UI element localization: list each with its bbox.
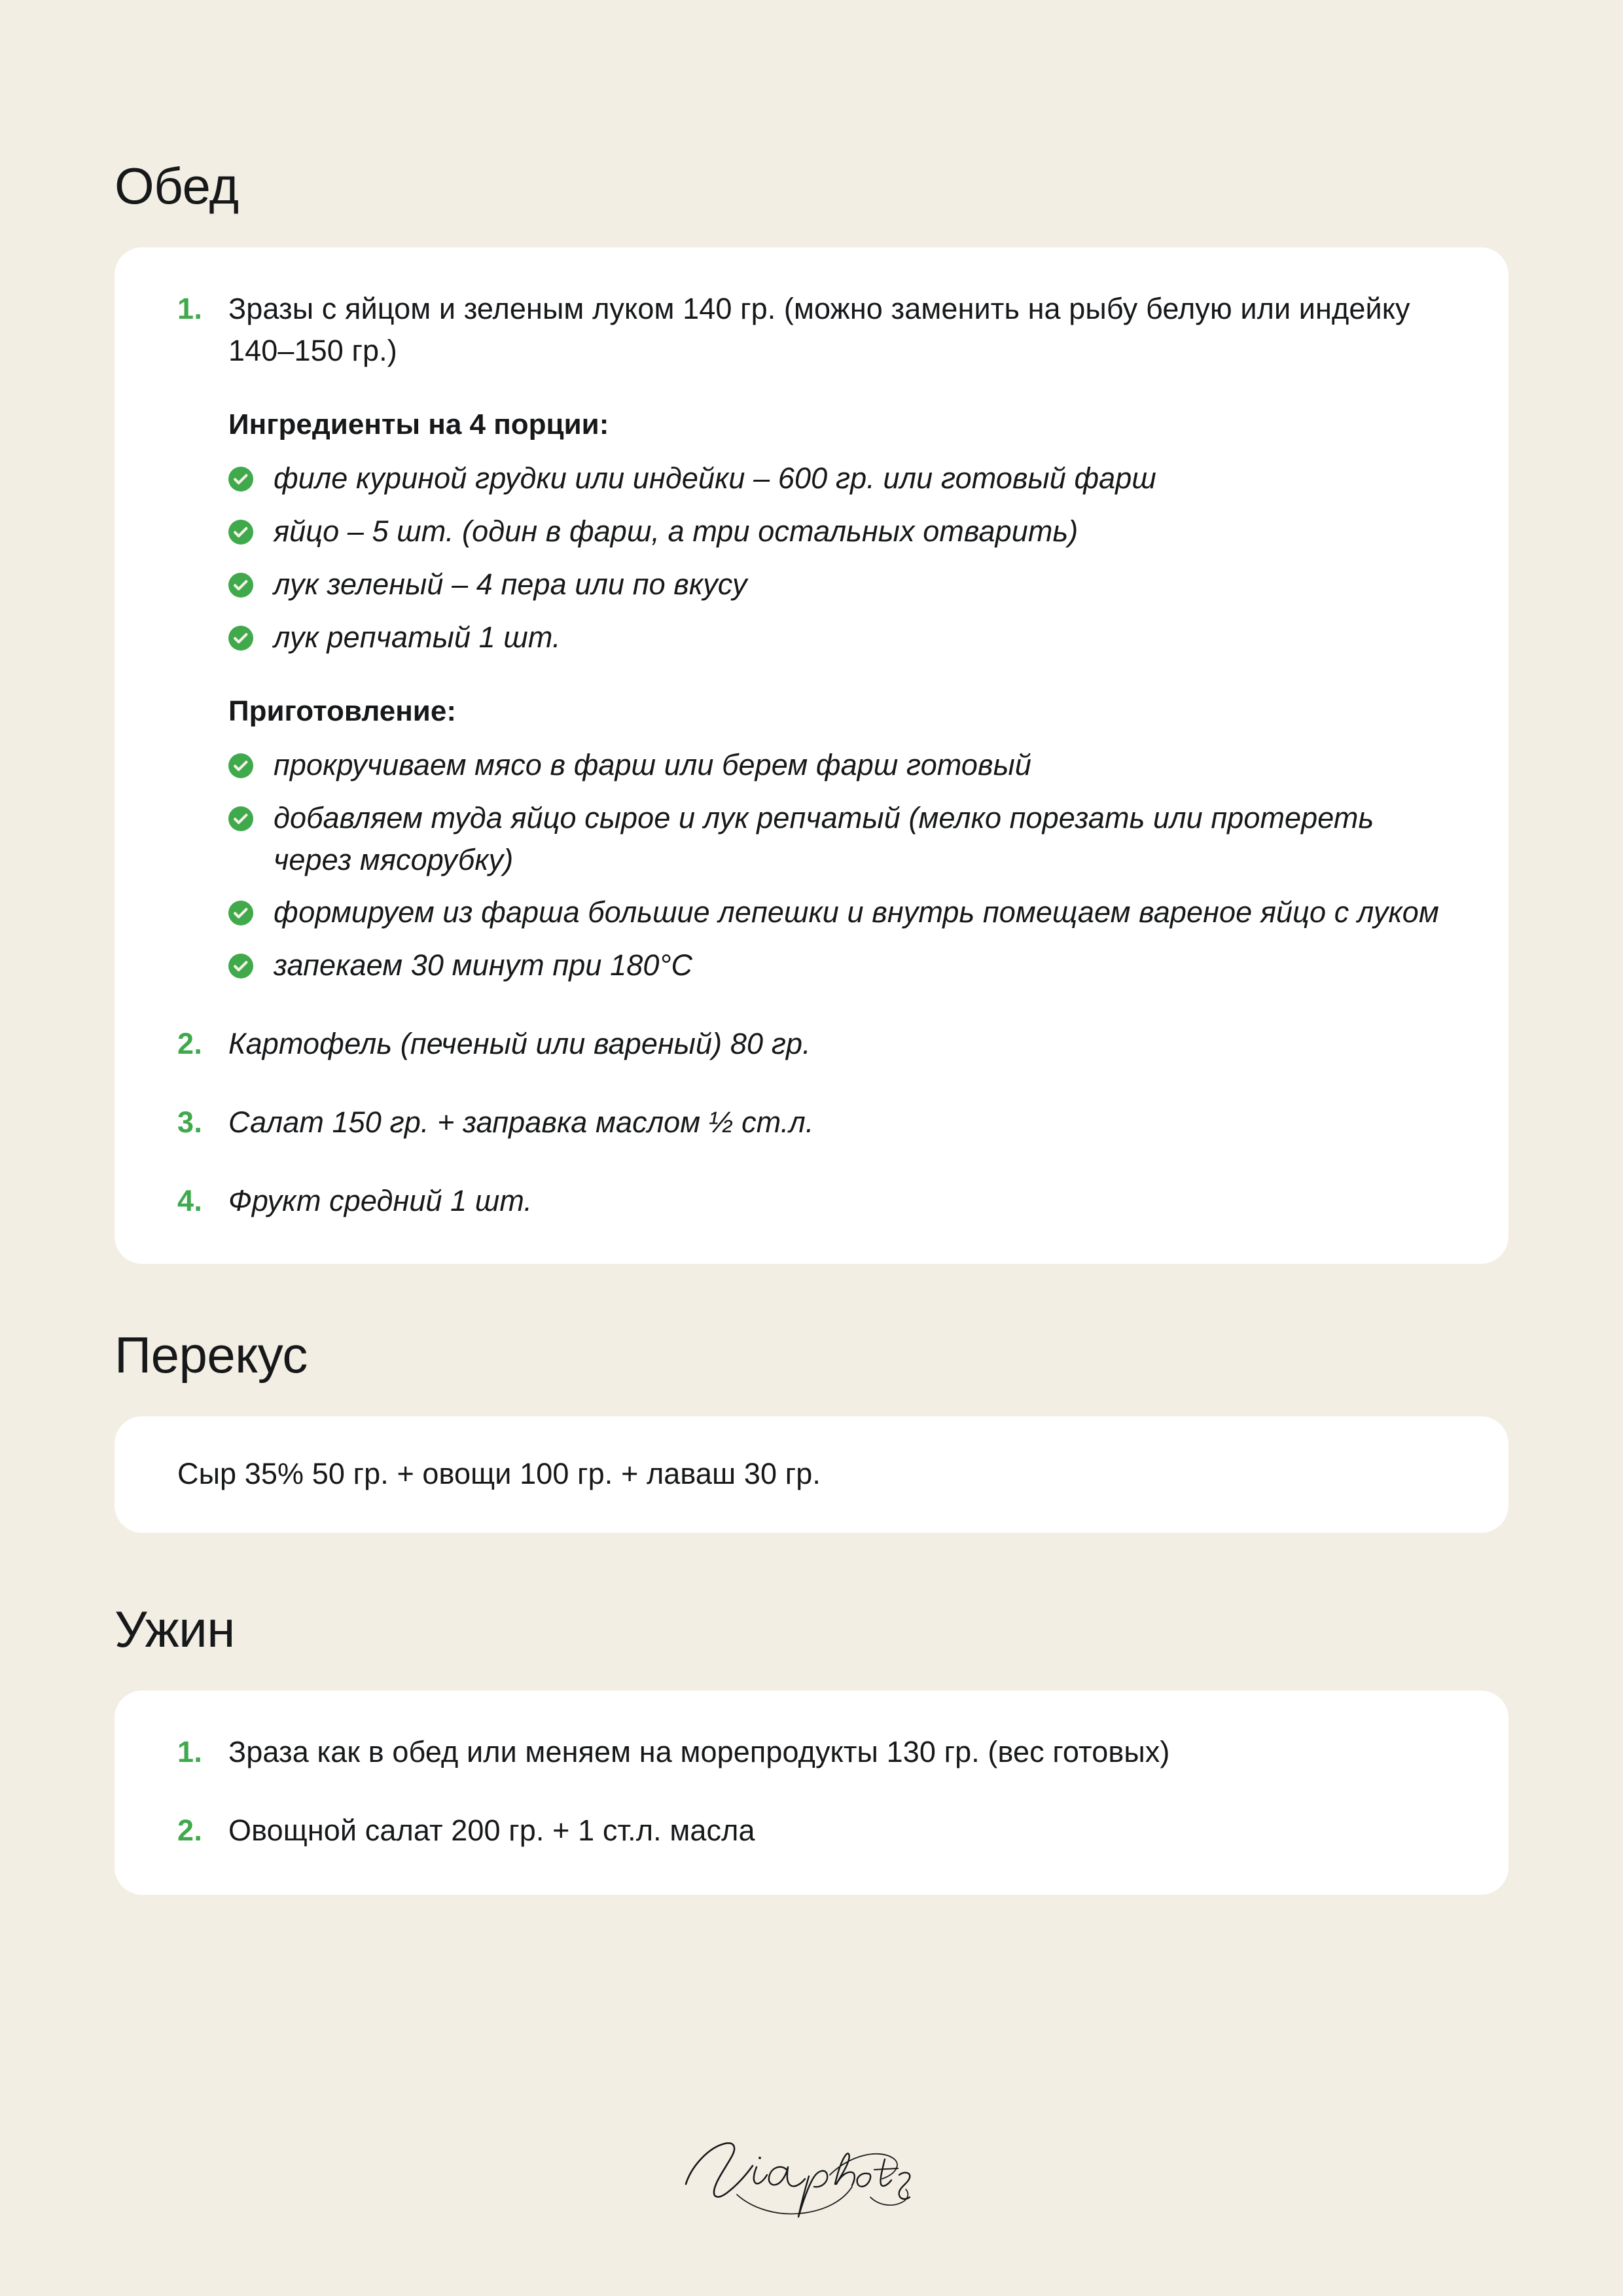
- snack-text: Сыр 35% 50 гр. + овощи 100 гр. + лаваш 30 гр.: [177, 1456, 821, 1490]
- list-item-text: Зраза как в обед или меняем на морепродукты 130 гр. (вес готовых): [228, 1734, 1170, 1768]
- list-item: [228, 564, 1446, 605]
- dinner-item-list: [177, 1731, 1446, 1852]
- list-item: [177, 288, 1446, 986]
- list-item-body: [228, 1102, 1446, 1143]
- list-item: [228, 797, 1446, 881]
- list-item: [177, 1731, 1446, 1773]
- preparation-block: [228, 692, 1446, 987]
- list-item-text: Фрукт средний 1 шт.: [228, 1183, 533, 1217]
- list-item-number: 3.: [177, 1105, 203, 1139]
- preparation-title: Приготовление:: [228, 694, 456, 727]
- preparation-step-text: прокручиваем мясо в фарш или берем фарш готовый: [274, 747, 1031, 781]
- list-item-number: 1.: [177, 1734, 203, 1768]
- list-item: [228, 891, 1446, 933]
- list-item-number: 2.: [177, 1813, 203, 1847]
- list-item: [228, 944, 1446, 986]
- list-item-body: [228, 1023, 1446, 1065]
- list-item: [177, 1023, 1446, 1065]
- snack-card: [115, 1416, 1508, 1533]
- dinner-card: [115, 1691, 1508, 1895]
- preparation-step-text: формируем из фарша большие лепешки и внутрь помещаем вареное яйцо с луком: [274, 895, 1439, 929]
- check-circle-icon: [228, 520, 253, 545]
- preparation-list: [228, 744, 1446, 986]
- check-circle-icon: [228, 806, 253, 831]
- preparation-step-text: запекаем 30 минут при 180°C: [274, 948, 693, 982]
- list-item-text: Овощной салат 200 гр. + 1 ст.л. масла: [228, 1813, 755, 1847]
- check-circle-icon: [228, 467, 253, 492]
- list-item: [228, 511, 1446, 552]
- section-heading-dinner: Ужин: [115, 1600, 235, 1658]
- list-item-body: [228, 1731, 1446, 1773]
- list-item-body: [228, 288, 1446, 986]
- section-heading-lunch: Обед: [115, 157, 239, 215]
- list-item: [177, 1102, 1446, 1143]
- check-circle-icon: [228, 954, 253, 978]
- ingredients-block: [228, 406, 1446, 658]
- ingredient-text: яйцо – 5 шт. (один в фарш, а три остальных отварить): [274, 514, 1079, 548]
- lunch-item-list: [177, 288, 1446, 1222]
- preparation-step-text: добавляем туда яйцо сырое и лук репчатый (мелко порезать или протереть через мясорубку): [274, 800, 1374, 876]
- ingredient-text: лук репчатый 1 шт.: [274, 620, 561, 654]
- check-circle-icon: [228, 626, 253, 651]
- list-item-number: 2.: [177, 1027, 203, 1061]
- list-item: [228, 617, 1446, 658]
- check-circle-icon: [228, 753, 253, 778]
- list-item: [177, 1180, 1446, 1222]
- ingredient-text: филе куриной грудки или индейки – 600 гр. или готовый фарш: [274, 461, 1156, 495]
- list-item: [177, 1810, 1446, 1852]
- list-item-text: Салат 150 гр. + заправка маслом ½ ст.л.: [228, 1105, 814, 1139]
- signature-watermark: [0, 2124, 1623, 2225]
- list-item-text: Картофель (печеный или вареный) 80 гр.: [228, 1027, 811, 1061]
- ingredients-title: Ингредиенты на 4 порции:: [228, 408, 609, 440]
- ingredient-text: лук зеленый – 4 пера или по вкусу: [274, 567, 747, 601]
- ingredients-list: [228, 457, 1446, 658]
- check-circle-icon: [228, 901, 253, 925]
- list-item-text: Зразы с яйцом и зеленым луком 140 гр. (можно заменить на рыбу белую или индейку 140–150 гр.): [228, 292, 1410, 367]
- list-item: [228, 744, 1446, 786]
- list-item-number: 1.: [177, 292, 203, 325]
- list-item-body: [228, 1180, 1446, 1222]
- list-item: [228, 457, 1446, 499]
- section-heading-snack: Перекус: [115, 1325, 308, 1384]
- list-item-number: 4.: [177, 1183, 203, 1217]
- list-item-body: [228, 1810, 1446, 1852]
- check-circle-icon: [228, 573, 253, 598]
- signature-script-icon: [674, 2124, 949, 2222]
- lunch-card: [115, 247, 1508, 1264]
